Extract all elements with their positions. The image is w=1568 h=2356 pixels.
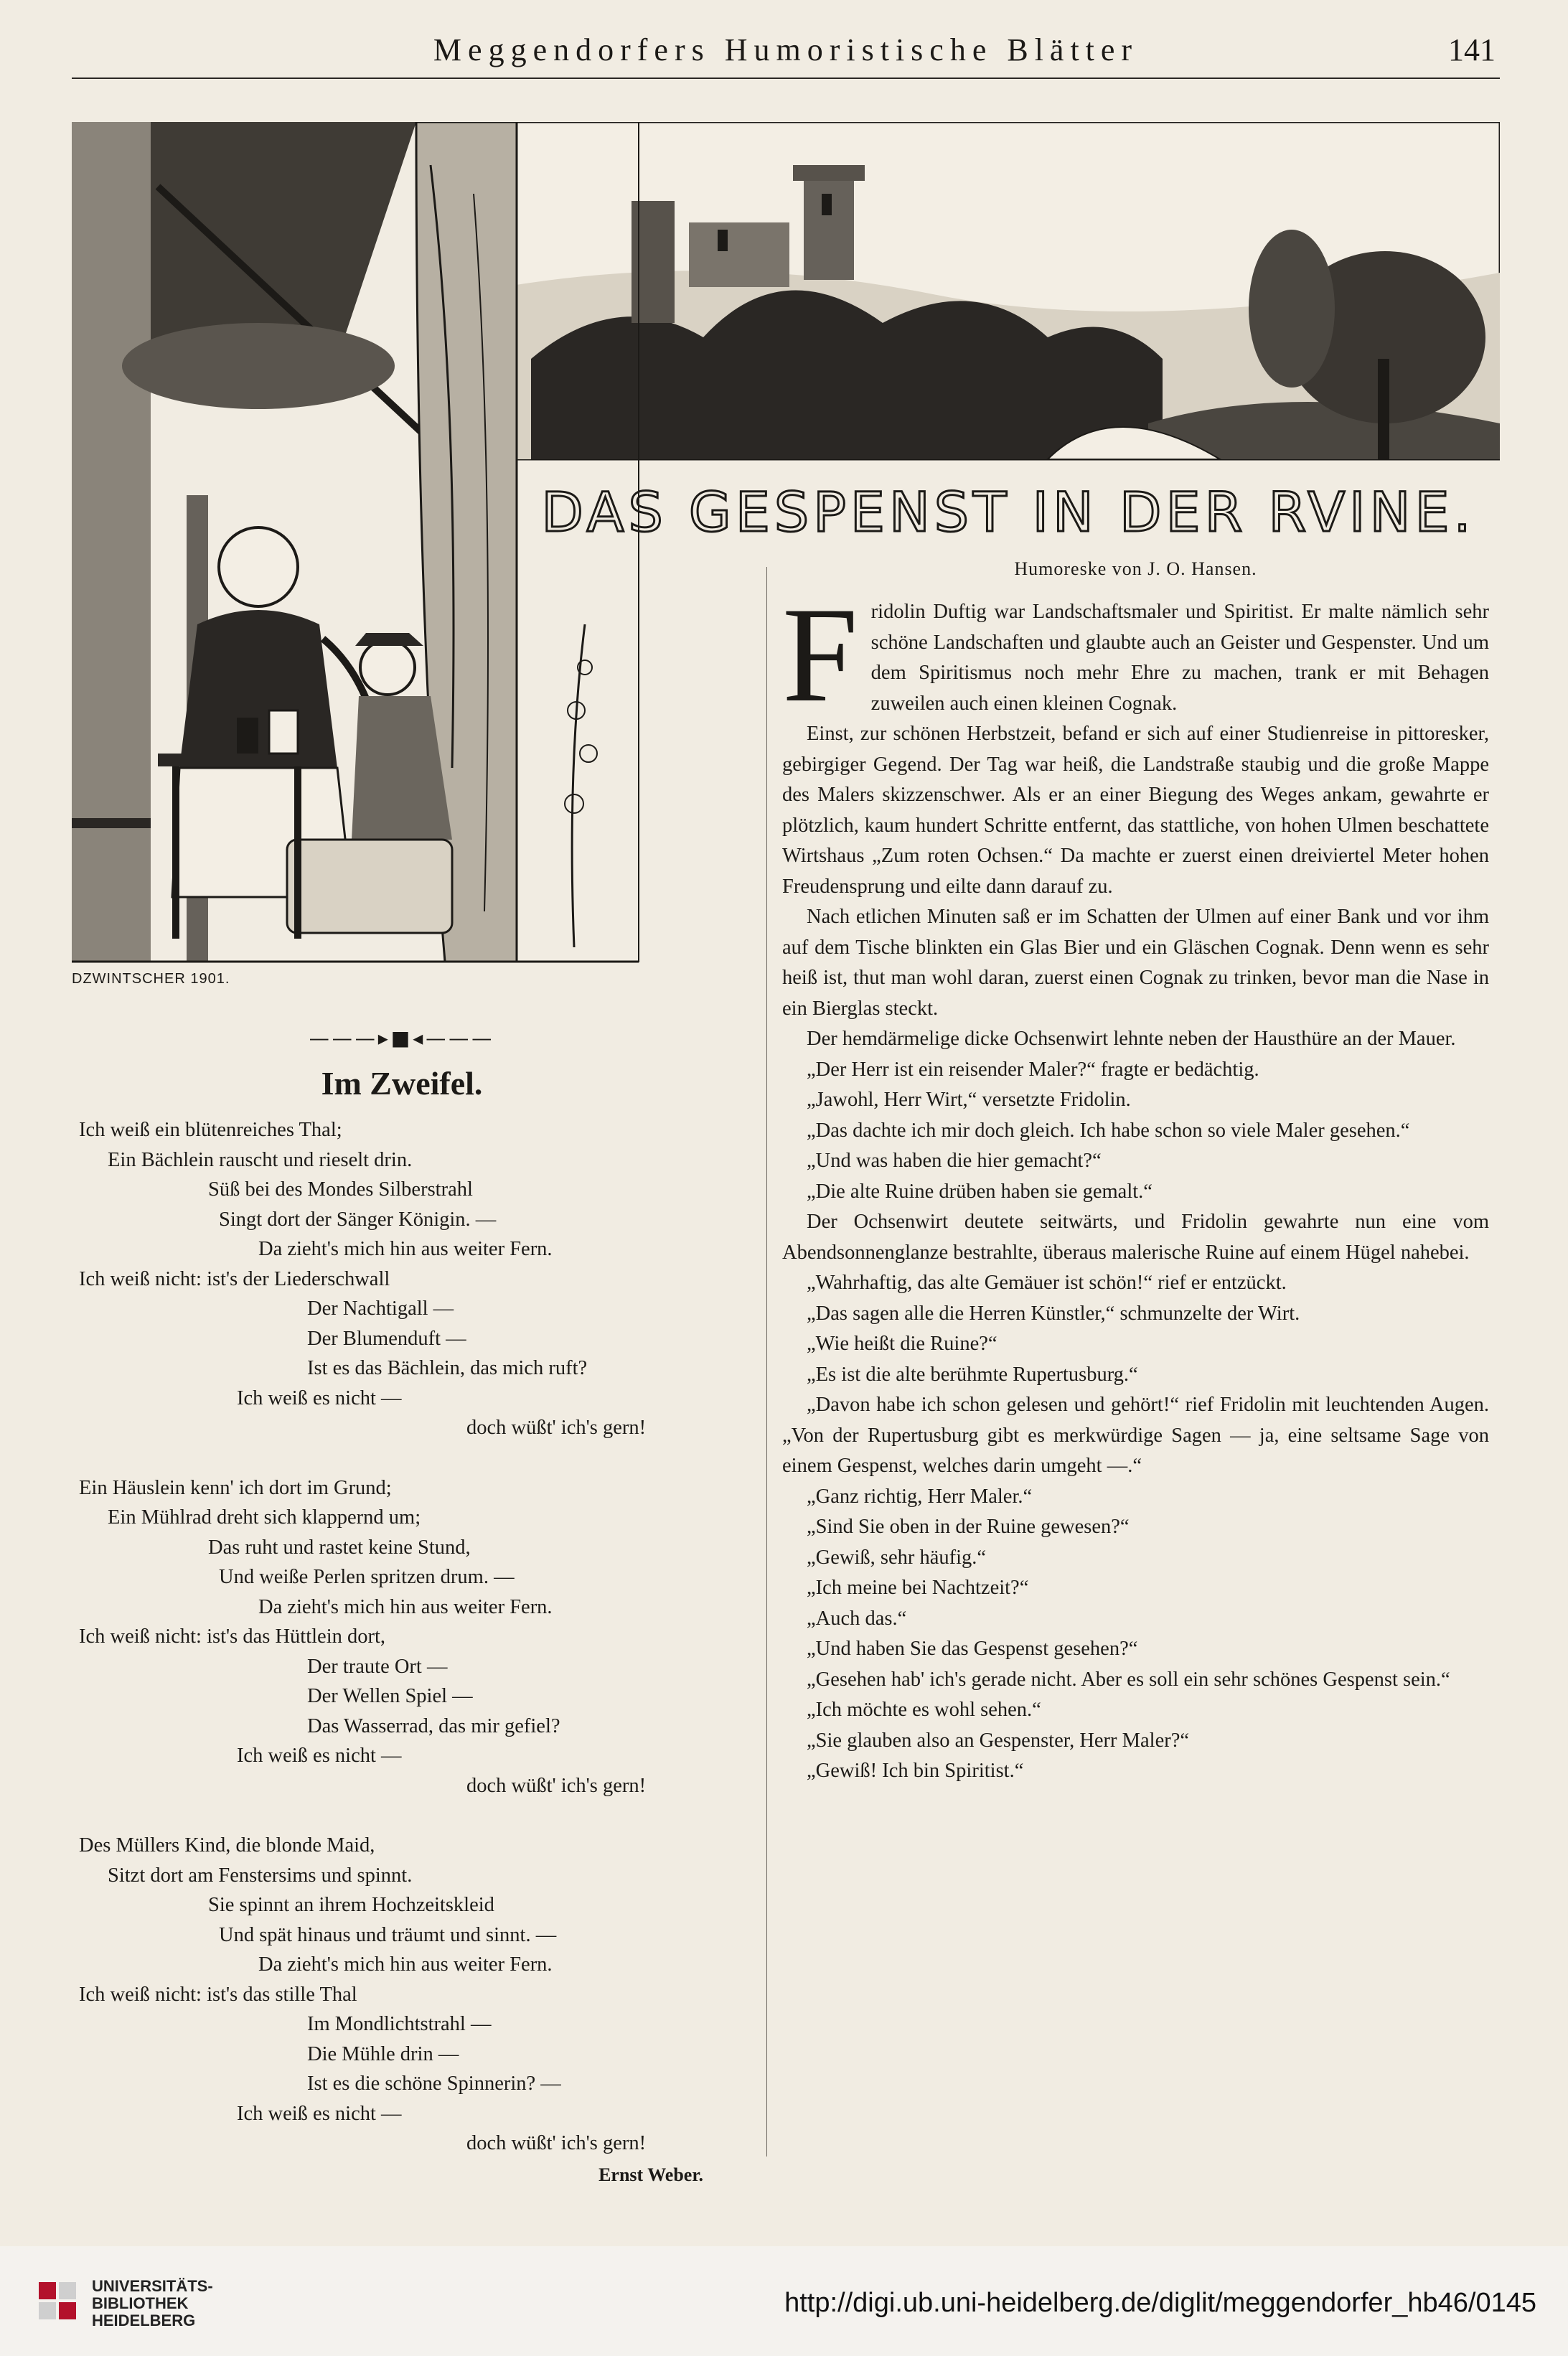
poem-line: Ich weiß nicht: ist's das stille Thal bbox=[79, 1983, 357, 2006]
story-paragraph: „Die alte Ruine drüben haben sie gemalt.“ bbox=[807, 1180, 1152, 1203]
poem-body bbox=[79, 1115, 725, 2190]
poem-line: Ist es das Bächlein, das mich ruft? bbox=[307, 1357, 588, 1379]
poem-line: doch wüßt' ich's gern! bbox=[466, 2132, 647, 2154]
story-body bbox=[782, 580, 1489, 1787]
story-paragraph: „Wie heißt die Ruine?“ bbox=[807, 1333, 997, 1355]
poem-stanza bbox=[79, 1473, 725, 1801]
story-paragraph: „Ich meine bei Nachtzeit?“ bbox=[807, 1577, 1029, 1599]
story-paragraph: „Es ist die alte berühmte Rupertusburg.“ bbox=[807, 1363, 1138, 1386]
poem-line: Der Nachtigall — bbox=[307, 1297, 454, 1320]
poem-line: Ein Bächlein rauscht und rieselt drin. bbox=[108, 1148, 413, 1171]
poem-stanza bbox=[79, 1831, 725, 2159]
story-paragraph: „Jawohl, Herr Wirt,“ versetzte Fridolin. bbox=[807, 1089, 1131, 1111]
poem-line: Der traute Ort — bbox=[307, 1655, 448, 1678]
story-paragraph: „Das dachte ich mir doch gleich. Ich habe schon so viele Maler gesehen.“ bbox=[807, 1119, 1410, 1142]
poem-line: Und weiße Perlen spritzen drum. — bbox=[219, 1566, 515, 1588]
poem-line: Ich weiß nicht: ist's der Liederschwall bbox=[79, 1267, 390, 1290]
story-paragraph: „Gewiß! Ich bin Spiritist.“ bbox=[807, 1760, 1024, 1782]
drop-cap: F bbox=[782, 580, 858, 731]
poem-title: Im Zweifel. bbox=[321, 1065, 483, 1102]
poem-line: Sitzt dort am Fenstersims und spinnt. bbox=[108, 1864, 413, 1887]
story-paragraph: Fridolin Duftig war Landschaftsmaler und Spiritist. Er malte nämlich sehr schöne Landschaften und glaubte auch an Geister und Gespenster. Und um dem Spiritismus noch mehr Ehre zu machen, trank er mit Behagen zuweilen auch einen kleinen Cognak. bbox=[782, 580, 1489, 731]
story-paragraph: „Und haben Sie das Gespenst gesehen?“ bbox=[807, 1638, 1138, 1660]
poem-line: Der Wellen Spiel — bbox=[307, 1685, 473, 1707]
poem-line: Und spät hinaus und träumt und sinnt. — bbox=[219, 1923, 557, 1946]
poem-line: Ich weiß ein blütenreiches Thal; bbox=[79, 1119, 342, 1141]
source-url-link[interactable]: http://digi.ub.uni-heidelberg.de/diglit/meggendorfer_hb46/0145 bbox=[784, 2288, 1536, 2318]
story-paragraph: „Und was haben die hier gemacht?“ bbox=[807, 1150, 1102, 1172]
poem-line: Ein Häuslein kenn' ich dort im Grund; bbox=[79, 1476, 392, 1499]
story-paragraph: „Auch das.“ bbox=[807, 1607, 907, 1630]
poem-line: Ist es die schöne Spinnerin? — bbox=[307, 2073, 561, 2095]
poem-line: Ich weiß es nicht — bbox=[237, 1745, 402, 1767]
poem-line: Ein Mühlrad dreht sich klappernd um; bbox=[108, 1506, 421, 1529]
poem-line: Sie spinnt an ihrem Hochzeitskleid bbox=[208, 1894, 494, 1916]
library-footer bbox=[0, 2246, 1568, 2356]
page-number: 141 bbox=[1448, 32, 1496, 67]
ornament-divider: ———▸■◂——— bbox=[309, 1026, 495, 1050]
poem-column bbox=[79, 1026, 725, 2190]
story-paragraph: „Gewiß, sehr häufig.“ bbox=[807, 1546, 987, 1569]
poem-line: Da zieht's mich hin aus weiter Fern. bbox=[258, 1953, 553, 1976]
library-name: UNIVERSITÄTS- BIBLIOTHEK HEIDELBERG bbox=[92, 2277, 213, 2329]
poem-stanza bbox=[79, 1115, 725, 1443]
library-logo-icon bbox=[34, 2278, 80, 2324]
story-paragraph: „Wahrhaftig, das alte Gemäuer ist schön!“ rief er entzückt. bbox=[807, 1272, 1287, 1294]
story-column bbox=[782, 558, 1489, 1787]
poem-line: Ich weiß nicht: ist's das Hüttlein dort, bbox=[79, 1625, 386, 1648]
story-paragraph: Der hemdärmelige dicke Ochsenwirt lehnte neben der Hausthüre an der Mauer. bbox=[807, 1028, 1456, 1050]
illustration-title-lettering: DAS GESPENST IN DER RVINE. bbox=[541, 480, 1475, 544]
story-paragraph: „Gesehen hab' ich's gerade nicht. Aber es soll ein sehr schönes Gespenst sein.“ bbox=[807, 1668, 1450, 1691]
poem-line: Ich weiß es nicht — bbox=[237, 2102, 402, 2125]
poem-line: Da zieht's mich hin aus weiter Fern. bbox=[258, 1595, 553, 1618]
poem-line: Die Mühle drin — bbox=[307, 2042, 459, 2065]
poem-line: Da zieht's mich hin aus weiter Fern. bbox=[258, 1238, 553, 1260]
story-paragraph: „Ganz richtig, Herr Maler.“ bbox=[807, 1485, 1033, 1508]
story-paragraph: Der Ochsenwirt deutete seitwärts, und Fridolin gewahrte nun eine vom Abendsonnenglanze bestrahlte, überaus malerische Ruine auf einem Hügel nahebei. bbox=[782, 1211, 1489, 1264]
poem-line: Der Blumenduft — bbox=[307, 1327, 466, 1350]
poem-author: Ernst Weber. bbox=[598, 2164, 703, 2185]
story-paragraph: „Ich möchte es wohl sehen.“ bbox=[807, 1699, 1041, 1721]
poem-line: Ich weiß es nicht — bbox=[237, 1386, 402, 1409]
journal-title: Meggendorfers Humoristische Blätter bbox=[433, 32, 1139, 67]
poem-line: doch wüßt' ich's gern! bbox=[466, 1417, 647, 1439]
story-paragraph: „Sind Sie oben in der Ruine gewesen?“ bbox=[807, 1516, 1130, 1538]
story-paragraph: Einst, zur schönen Herbstzeit, befand er sich auf einer Studienreise in pittoresker, gebirgiger Gegend. Der Tag war heiß, die Landstraße staubig und die große Mappe des Malers skizzenschwer. Als er an einer Biegung des Weges ankam, gewahrte er plötzlich, kaum hundert Schritte entfernt, das stattliche, von hohen Ulmen beschattete Wirtshaus „Zum roten Ochsen.“ Da machte er zuerst einen dreiviertel Meter hohen Freudensprung und eilte dann darauf zu. bbox=[782, 723, 1489, 898]
story-paragraph: „Davon habe ich schon gelesen und gehört!“ rief Fridolin mit leuchtenden Augen. „Von der Rupertusburg gibt es merkwürdige Sagen — ja, eine seltsame Sage von einem Gespenst, welches darin umgeht —.“ bbox=[782, 1394, 1489, 1477]
artist-signature: DZWINTSCHER 1901. bbox=[72, 971, 230, 987]
poem-line: Im Mondlichtstrahl — bbox=[307, 2013, 492, 2035]
poem-line: Singt dort der Sänger Königin. — bbox=[219, 1208, 497, 1231]
story-paragraph: „Der Herr ist ein reisender Maler?“ fragte er bedächtig. bbox=[807, 1058, 1259, 1081]
poem-line: Das Wasserrad, das mir gefiel? bbox=[307, 1714, 560, 1737]
poem-line: Des Müllers Kind, die blonde Maid, bbox=[79, 1834, 375, 1857]
story-paragraph: Nach etlichen Minuten saß er im Schatten der Ulmen auf einer Bank und vor ihm auf dem Tische blinkten ein Glas Bier und ein Gläschen Cognak. Denn wenn es sehr heiß ist, thut man wohl daran, zuerst einen Cognak zu trinken, bevor man die Nase in ein Bierglas steckt. bbox=[782, 906, 1489, 1020]
poem-line: Süß bei des Mondes Silberstrahl bbox=[208, 1178, 473, 1201]
story-paragraph: „Sie glauben also an Gespenster, Herr Maler?“ bbox=[807, 1729, 1190, 1752]
column-divider bbox=[766, 567, 767, 2156]
poem-line: Das ruht und rastet keine Stund, bbox=[208, 1536, 471, 1559]
running-header bbox=[72, 27, 1500, 79]
story-paragraph: „Das sagen alle die Herren Künstler,“ schmunzelte der Wirt. bbox=[807, 1302, 1300, 1325]
story-byline: Humoreske von J. O. Hansen. bbox=[1014, 558, 1257, 579]
poem-line: doch wüßt' ich's gern! bbox=[466, 1774, 647, 1797]
